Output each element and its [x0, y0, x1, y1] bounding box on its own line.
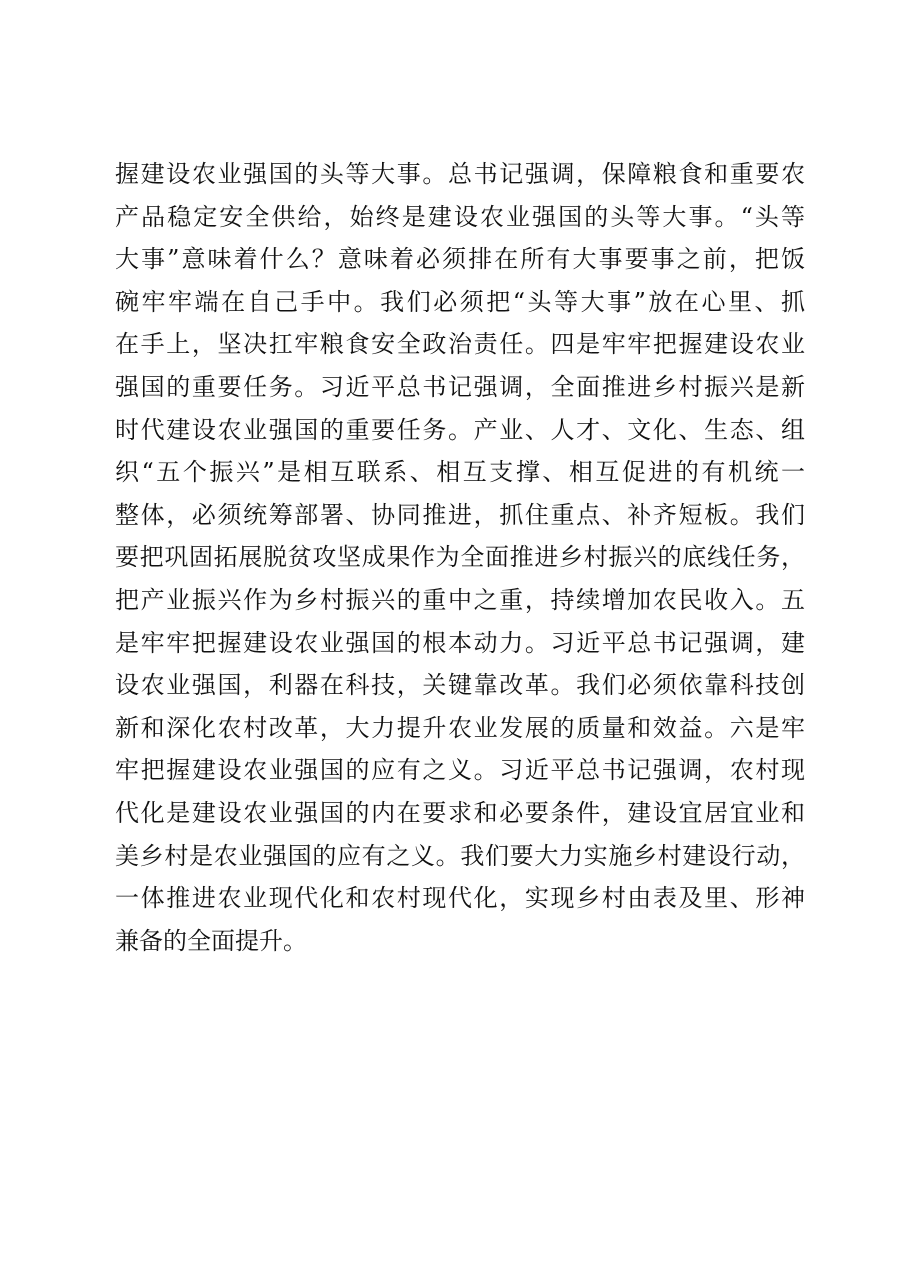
- text-line: 牢把握建设农业强国的应有之义。习近平总书记强调，农村现: [115, 756, 805, 785]
- text-line: 代化是建设农业强国的内在要求和必要条件，建设宜居宜业和: [115, 798, 805, 827]
- text-line: 把产业振兴作为乡村振兴的重中之重，持续增加农民收入。五: [115, 585, 805, 614]
- text-line: 强国的重要任务。习近平总书记强调，全面推进乡村振兴是新: [115, 372, 805, 401]
- text-line: 兼备的全面提升。: [115, 926, 307, 955]
- text-line: 在手上，坚决扛牢粮食安全政治责任。四是牢牢把握建设农业: [115, 330, 805, 359]
- text-line: 碗牢牢端在自己手中。我们必须把“头等大事”放在心里、抓: [115, 287, 805, 316]
- text-line: 织“五个振兴”是相互联系、相互支撑、相互促进的有机统一: [115, 458, 805, 487]
- text-line: 新和深化农村改革，大力提升农业发展的质量和效益。六是牢: [115, 713, 805, 742]
- text-line: 设农业强国，利器在科技，关键靠改革。我们必须依靠科技创: [115, 671, 805, 700]
- document-body: [115, 153, 805, 962]
- text-line: 大事”意味着什么？意味着必须排在所有大事要事之前，把饭: [115, 245, 805, 274]
- text-line: 握建设农业强国的头等大事。总书记强调，保障粮食和重要农: [115, 160, 805, 188]
- text-line: 产品稳定安全供给，始终是建设农业强国的头等大事。“头等: [115, 202, 805, 231]
- text-line: 要把巩固拓展脱贫攻坚成果作为全面推进乡村振兴的底线任务，: [115, 543, 805, 572]
- text-line: 一体推进农业现代化和农村现代化，实现乡村由表及里、形神: [115, 884, 805, 913]
- text-line: 时代建设农业强国的重要任务。产业、人才、文化、生态、组: [115, 415, 805, 444]
- text-line: 是牢牢把握建设农业强国的根本动力。习近平总书记强调，建: [115, 628, 805, 657]
- text-line: 美乡村是农业强国的应有之义。我们要大力实施乡村建设行动，: [115, 841, 805, 870]
- text-line: 整体，必须统筹部署、协同推进，抓住重点、补齐短板。我们: [115, 500, 805, 529]
